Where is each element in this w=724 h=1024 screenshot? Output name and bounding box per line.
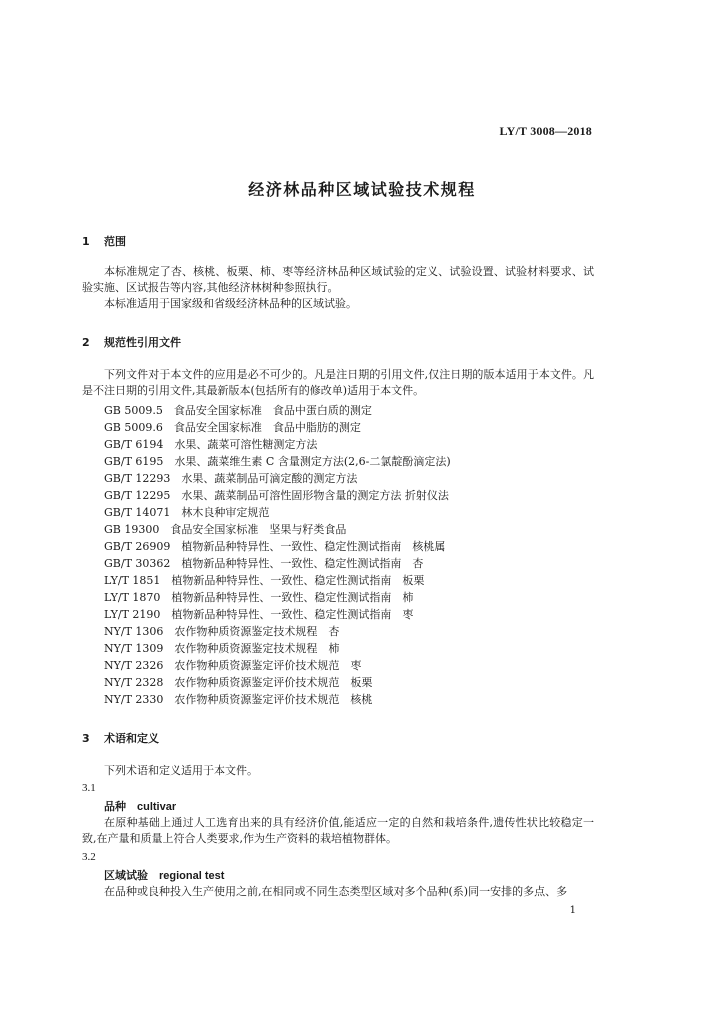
page-number: 1 bbox=[569, 905, 576, 916]
section-2-intro: 下列文件对于本文件的应用是必不可少的。凡是注日期的引用文件,仅注日期的版本适用于本文件。凡是不注日期的引用文件,其最新版本(包括所有的修改单)适用于本文件。 bbox=[82, 368, 594, 397]
section-1-title: 范围 bbox=[104, 235, 126, 248]
term-number: 3.2 bbox=[82, 851, 96, 863]
section-3-intro: 下列术语和定义适用于本文件。 bbox=[104, 764, 258, 777]
reference-item: GB/T 12293 水果、蔬菜制品可滴定酸的测定方法 bbox=[104, 472, 358, 485]
reference-item: NY/T 1306 农作物种质资源鉴定技术规程 杏 bbox=[104, 625, 340, 638]
term-number: 3.1 bbox=[82, 782, 96, 794]
section-2-heading bbox=[82, 334, 181, 350]
page-title: 经济林品种区域试验技术规程 bbox=[248, 180, 476, 199]
reference-item: NY/T 2326 农作物种质资源鉴定评价技术规范 枣 bbox=[104, 659, 362, 672]
term-title bbox=[104, 798, 176, 814]
reference-item: GB/T 30362 植物新品种特异性、一致性、稳定性测试指南 杏 bbox=[104, 557, 424, 570]
reference-item: NY/T 1309 农作物种质资源鉴定技术规程 柿 bbox=[104, 642, 340, 655]
term-title bbox=[104, 867, 224, 883]
section-3-heading bbox=[82, 730, 159, 746]
reference-item: GB/T 6195 水果、蔬菜维生素 C 含量测定方法(2,6-二氯靛酚滴定法) bbox=[104, 455, 451, 468]
reference-item: GB/T 26909 植物新品种特异性、一致性、稳定性测试指南 核桃属 bbox=[104, 540, 446, 553]
reference-item: GB/T 12295 水果、蔬菜制品可溶性固形物含量的测定方法 折射仪法 bbox=[104, 489, 449, 502]
term-en: regional test bbox=[159, 870, 225, 882]
section-1-paragraph-1: 本标准规定了杏、核桃、板栗、柿、枣等经济林品种区域试验的定义、试验设置、试验材料要求、试验实施、区试报告等内容,其他经济林树种参照执行。 bbox=[82, 265, 594, 294]
reference-item: GB 5009.5 食品安全国家标准 食品中蛋白质的测定 bbox=[104, 404, 372, 417]
reference-item: NY/T 2330 农作物种质资源鉴定评价技术规范 核桃 bbox=[104, 693, 373, 706]
section-3-title: 术语和定义 bbox=[104, 732, 159, 745]
reference-item: GB/T 14071 林木良种审定规范 bbox=[104, 506, 270, 519]
term-definition: 在品种或良种投入生产使用之前,在相同或不同生态类型区域对多个品种(系)同一安排的多点、多 bbox=[104, 885, 568, 898]
section-2-number: 2 bbox=[82, 336, 90, 349]
reference-item: GB 19300 食品安全国家标准 坚果与籽类食品 bbox=[104, 523, 347, 536]
document-code: LY/T 3008—2018 bbox=[499, 124, 592, 138]
section-3-number: 3 bbox=[82, 732, 90, 745]
section-1-number: 1 bbox=[82, 235, 90, 248]
term-en: cultivar bbox=[137, 801, 177, 813]
reference-item: NY/T 2328 农作物种质资源鉴定评价技术规范 板栗 bbox=[104, 676, 373, 689]
term-zh: 品种 bbox=[104, 800, 126, 813]
reference-item: LY/T 1870 植物新品种特异性、一致性、稳定性测试指南 柿 bbox=[104, 591, 414, 604]
reference-item: LY/T 1851 植物新品种特异性、一致性、稳定性测试指南 板栗 bbox=[104, 574, 425, 587]
reference-item: GB 5009.6 食品安全国家标准 食品中脂肪的测定 bbox=[104, 421, 361, 434]
reference-item: LY/T 2190 植物新品种特异性、一致性、稳定性测试指南 枣 bbox=[104, 608, 414, 621]
section-1-heading bbox=[82, 233, 126, 249]
term-definition: 在原种基础上通过人工选育出来的具有经济价值,能适应一定的自然和栽培条件,遗传性状比较稳定一致,在产量和质量上符合人类要求,作为生产资料的栽培植物群体。 bbox=[82, 816, 594, 845]
reference-item: GB/T 6194 水果、蔬菜可溶性糖测定方法 bbox=[104, 438, 318, 451]
section-2-title: 规范性引用文件 bbox=[104, 336, 181, 349]
section-1-paragraph-2: 本标准适用于国家级和省级经济林品种的区域试验。 bbox=[104, 297, 357, 310]
term-zh: 区域试验 bbox=[104, 869, 148, 882]
